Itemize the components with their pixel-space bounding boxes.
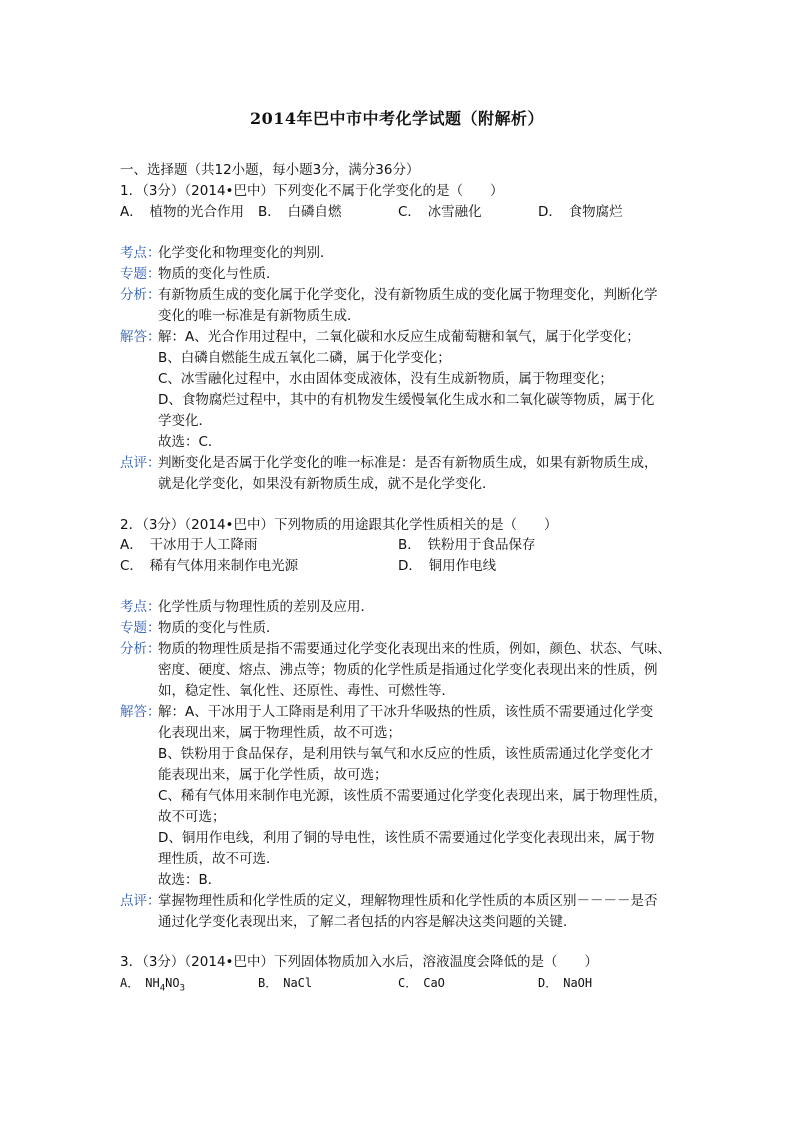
q1-option-d: D． 食物腐烂 [538,204,623,220]
q2-jieda-line: 化表现出来，属于物理性质，故不可选； [158,725,401,741]
q1-dianping-line: 判断变化是否属于化学变化的唯一标准是：是否有新物质生成，如果有新物质生成， [158,455,658,471]
q1-jieda-line: 故选：C． [158,434,222,450]
q1-option-a: A． 植物的光合作用 [120,204,244,220]
q3-option-c: C． CaO [398,976,445,990]
q1-option-c: C． 冰雪融化 [398,204,482,220]
q1-fenxi-label: 分析： [120,287,161,303]
q1-dianping-line: 就是化学变化，如果没有新物质生成，就不是化学变化． [158,476,496,492]
q3-option-d: D． NaOH [538,976,593,990]
q2-fenxi-line: 密度、硬度、熔点、沸点等；物质的化学性质是指通过化学变化表现出来的性质，例 [158,662,658,678]
q1-jieda-label: 解答： [120,329,161,345]
q2-stem: 2．（3分）（2014•巴中）下列物质的用途跟其化学性质相关的是（ ） [120,517,558,533]
q1-fenxi-line: 变化的唯一标准是有新物质生成． [158,308,361,324]
q1-option-b: B． 白磷自燃 [258,204,342,220]
q1-jieda-line: C、冰雪融化过程中，水由固体变成液体，没有生成新物质，属于物理变化； [158,371,613,387]
q3-option-b: B． NaCl [258,976,313,990]
q2-zhuanti-label: 专题： [120,620,161,636]
q2-jieda-label: 解答： [120,704,161,720]
q2-jieda-line: 解：A、干冰用于人工降雨是利用了干冰升华吸热的性质，该性质不需要通过化学变 [158,704,654,720]
q2-jieda-line: D、铜用作电线，利用了铜的导电性，该性质不需要通过化学变化表现出来，属于物 [158,830,655,846]
q1-dianping-label: 点评： [120,455,161,471]
q2-jieda-line: 故不可选； [158,809,226,825]
q2-kaodian-label: 考点： [120,599,161,615]
q2-jieda-line: 故选：B． [158,872,222,888]
q1-kaodian: 化学变化和物理变化的判别． [158,245,334,261]
q1-jieda-line: B、白磷自燃能生成五氧化二磷，属于化学变化； [158,350,451,366]
q3-stem: 3．（3分）（2014•巴中）下列固体物质加入水后，溶液温度会降低的是（ ） [120,954,598,970]
q2-dianping-label: 点评： [120,893,161,909]
q2-jieda-line: 能表现出来，属于化学性质，故可选； [158,767,388,783]
q2-fenxi-line: 如，稳定性、氧化性、还原性、毒性、可燃性等． [158,683,455,699]
q2-fenxi-label: 分析： [120,641,161,657]
q1-kaodian-label: 考点： [120,245,161,261]
q1-stem: 1．（3分）（2014•巴中）下列变化不属于化学变化的是（ ） [120,183,504,199]
q1-jieda-line: 解：A、光合作用过程中，二氧化碳和水反应生成葡萄糖和氧气，属于化学变化； [158,329,640,345]
q1-zhuanti: 物质的变化与性质． [158,266,280,282]
page-title: 2014年巴中市中考化学试题（附解析） [249,109,545,128]
q2-dianping-line: 掌握物理性质和化学性质的定义，理解物理性质和化学性质的本质区别－－－－是否 [158,893,658,909]
q1-jieda-line: 学变化． [158,413,212,429]
q2-dianping-line: 通过化学变化表现出来，了解二者包括的内容是解决这类问题的关键． [158,914,577,930]
q2-jieda-line: B、铁粉用于食品保存，是利用铁与氧气和水反应的性质，该性质需通过化学变化才 [158,746,654,762]
q2-zhuanti: 物质的变化与性质． [158,620,280,636]
q2-option-b: B． 铁粉用于食品保存 [398,537,536,553]
q2-kaodian: 化学性质与物理性质的差别及应用． [158,599,374,615]
q2-fenxi-line: 物质的物理性质是指不需要通过化学变化表现出来的性质，例如，颜色、状态、气味、 [158,641,671,657]
q2-option-d: D． 铜用作电线 [398,558,497,574]
q1-jieda-line: D、食物腐烂过程中，其中的有机物发生缓慢氧化生成水和二氧化碳等物质，属于化 [158,392,655,408]
q2-option-c: C． 稀有气体用来制作电光源 [120,558,299,574]
q1-zhuanti-label: 专题： [120,266,161,282]
section-header: 一、选择题（共12小题，每小题3分，满分36分） [120,162,420,178]
q2-jieda-line: C、稀有气体用来制作电光源，该性质不需要通过化学变化表现出来，属于物理性质， [158,788,667,804]
q2-option-a: A． 干冰用于人工降雨 [120,537,258,553]
q1-fenxi-line: 有新物质生成的变化属于化学变化，没有新物质生成的变化属于物理变化，判断化学 [158,287,658,303]
q3-option-a: A． $NH_4NO_3$ [120,976,185,994]
q2-jieda-line: 理性质，故不可选． [158,851,280,867]
